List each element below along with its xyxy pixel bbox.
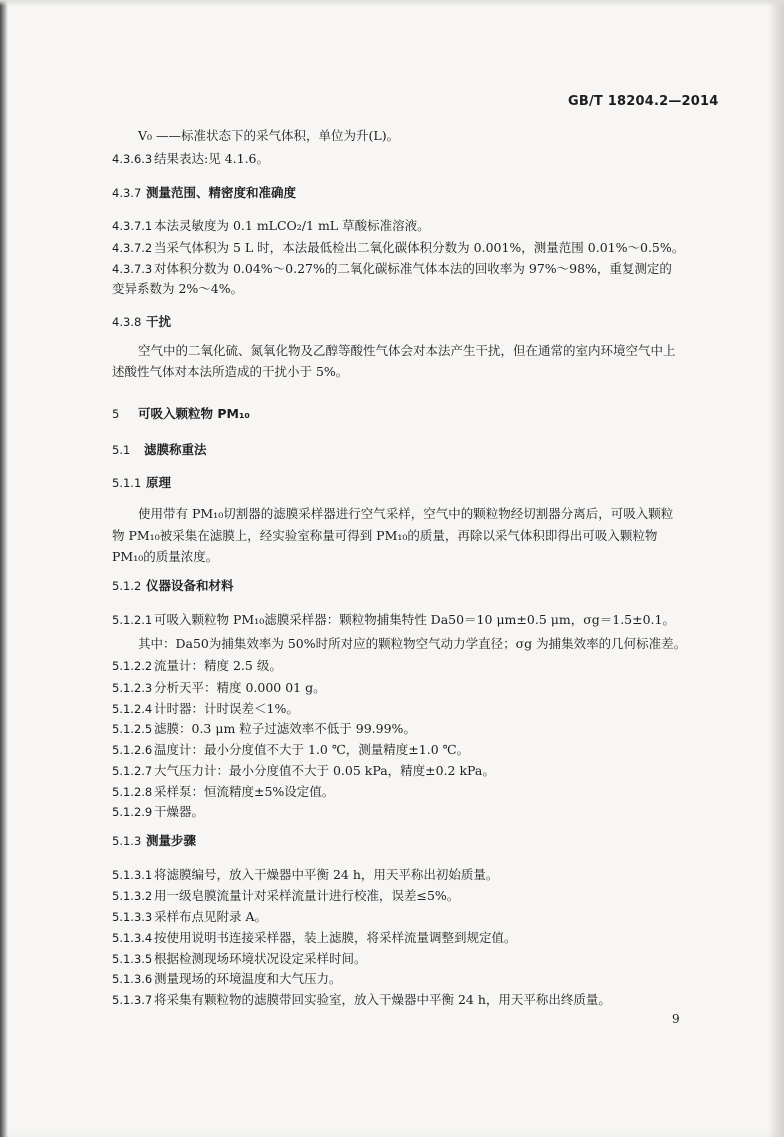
clause-5-1-2-4 <box>112 700 299 718</box>
clause-5-1-2-6 <box>112 741 469 759</box>
clause-4-3-7-3-continued: 变异系数为 2%～4%。 <box>112 281 244 296</box>
clause-number: 5.1.2.3 <box>112 681 153 695</box>
clause-text: 将滤膜编号，放入干燥器中平衡 24 h，用天平称出初始质量。 <box>154 867 499 882</box>
scan-shadow-top <box>0 0 784 6</box>
clause-number: 5.1.3.6 <box>112 972 153 986</box>
clause-5-1-2-2 <box>112 657 282 675</box>
clause-number: 5.1.3.4 <box>112 931 153 945</box>
clause-5-1-2-3 <box>112 679 326 697</box>
clause-text: 采样布点见附录 A。 <box>154 909 268 924</box>
clause-number: 5.1.3.1 <box>112 868 153 882</box>
section-title: 干扰 <box>146 314 172 329</box>
section-number: 5.1.2 <box>112 579 142 593</box>
chapter-heading-5 <box>112 405 250 423</box>
clause-5-1-3-6 <box>112 970 342 988</box>
clause-number: 5.1.2.1 <box>112 613 153 627</box>
clause-text: 将采集有颗粒物的滤膜带回实验室，放入干燥器中平衡 24 h，用天平称出终质量。 <box>154 992 611 1007</box>
clause-text: 按使用说明书连接采样器，装上滤膜，将采样流量调整到规定值。 <box>154 930 517 945</box>
clause-text: 结果表达:见 4.1.6。 <box>154 151 269 166</box>
clause-5-1-3-2 <box>112 887 459 905</box>
clause-number: 5.1.3.2 <box>112 889 153 903</box>
clause-text: 采样泵：恒流精度±5%设定值。 <box>154 784 335 799</box>
section-number: 5.1.3 <box>112 834 142 848</box>
clause-text: 可吸入颗粒物 PM₁₀滤膜采样器：颗粒物捕集特性 Da50＝10 μm±0.5 μm，σg＝1.5±0.1。 <box>154 612 675 627</box>
section-heading-5-1 <box>112 441 207 459</box>
clause-5-1-2-7 <box>112 762 495 780</box>
section-number: 5.1 <box>112 443 131 457</box>
section-heading-4-3-7 <box>112 184 296 202</box>
clause-5-1-3-1 <box>112 866 498 884</box>
clause-number: 4.3.7.2 <box>112 241 153 255</box>
clause-4-3-7-3 <box>112 260 672 278</box>
clause-4-3-7-1 <box>112 217 430 235</box>
section-title: 滤膜称重法 <box>144 442 207 457</box>
clause-text: 本法灵敏度为 0.1 mLCO₂/1 mL 草酸标准溶液。 <box>154 218 430 233</box>
clause-text: 测量现场的环境温度和大气压力。 <box>154 971 342 986</box>
section-title: 原理 <box>146 475 172 490</box>
principle-paragraph-line-3: PM₁₀的质量浓度。 <box>112 549 219 564</box>
clause-text: 对体积分数为 0.04%～0.27%的二氧化碳标准气体本法的回收率为 97%～98%，重复测定的 <box>154 261 672 276</box>
clause-5-1-2-1 <box>112 611 675 629</box>
section-number: 5.1.1 <box>112 476 142 490</box>
clause-text: 根据检测现场环境状况设定采样时间。 <box>154 951 367 966</box>
clause-4-3-6-3 <box>112 150 269 168</box>
clause-number: 5.1.2.5 <box>112 722 153 736</box>
clause-number: 5.1.2.9 <box>112 805 153 819</box>
clause-number: 5.1.2.4 <box>112 702 153 716</box>
principle-paragraph-line-1: 使用带有 PM₁₀切割器的滤膜采样器进行空气采样，空气中的颗粒物经切割器分离后，可吸入颗粒 <box>138 506 674 521</box>
interference-paragraph-line-2: 述酸性气体对本法所造成的干扰小于 5%。 <box>112 364 349 379</box>
standard-code-header: GB/T 18204.2—2014 <box>568 94 719 109</box>
scan-shadow-left <box>0 0 8 1137</box>
clause-number: 4.3.7.3 <box>112 262 153 276</box>
clause-5-1-3-4 <box>112 929 517 947</box>
chapter-title: 可吸入颗粒物 PM₁₀ <box>138 406 250 421</box>
variable-definition: V₀ ——标准状态下的采气体积，单位为升(L)。 <box>138 128 400 143</box>
clause-text: 滤膜：0.3 μm 粒子过滤效率不低于 99.99%。 <box>154 721 416 736</box>
clause-number: 4.3.7.1 <box>112 219 153 233</box>
clause-5-1-3-3 <box>112 908 267 926</box>
clause-5-1-2-8 <box>112 783 334 801</box>
clause-number: 5.1.2.8 <box>112 785 153 799</box>
clause-number: 5.1.2.6 <box>112 743 153 757</box>
clause-5-1-3-5 <box>112 950 367 968</box>
section-heading-5-1-2 <box>112 577 234 595</box>
clause-text: 分析天平：精度 0.000 01 g。 <box>154 680 326 695</box>
clause-text: 干燥器。 <box>154 804 205 819</box>
clause-text: 温度计：最小分度值不大于 1.0 ℃，测量精度±1.0 ℃。 <box>154 742 470 757</box>
scan-shadow-right <box>768 0 784 1137</box>
section-heading-4-3-8 <box>112 313 171 331</box>
section-number: 4.3.7 <box>112 186 142 200</box>
clause-number: 5.1.3.7 <box>112 993 153 1007</box>
chapter-number: 5 <box>112 407 120 421</box>
clause-5-1-3-7 <box>112 991 611 1009</box>
section-title: 仪器设备和材料 <box>146 578 234 593</box>
clause-number: 5.1.3.5 <box>112 952 153 966</box>
clause-text: 流量计：精度 2.5 级。 <box>154 658 282 673</box>
section-title: 测量范围、精密度和准确度 <box>146 185 297 200</box>
clause-5-1-2-1-note: 其中：Da50为捕集效率为 50%时所对应的颗粒物空气动力学直径；σg 为捕集效率的几何标准差。 <box>138 636 687 651</box>
clause-text: 当采气体积为 5 L 时，本法最低检出二氧化碳体积分数为 0.001%，测量范围 0.01%～0.5%。 <box>154 240 685 255</box>
section-number: 4.3.8 <box>112 315 142 329</box>
section-title: 测量步骤 <box>146 833 197 848</box>
clause-text: 计时器：计时误差＜1%。 <box>154 701 299 716</box>
clause-number: 5.1.2.2 <box>112 659 153 673</box>
clause-5-1-2-5 <box>112 720 416 738</box>
clause-number: 5.1.2.7 <box>112 764 153 778</box>
clause-text: 用一级皂膜流量计对采样流量计进行校准，误差≤5%。 <box>154 888 460 903</box>
clause-5-1-2-9 <box>112 803 204 821</box>
page-number: 9 <box>672 1012 680 1026</box>
section-heading-5-1-1 <box>112 474 171 492</box>
clause-number: 5.1.3.3 <box>112 910 153 924</box>
clause-4-3-7-2 <box>112 239 684 257</box>
principle-paragraph-line-2: 物 PM₁₀被采集在滤膜上，经实验室称量可得到 PM₁₀的质量，再除以采气体积即得出可吸入颗粒物 <box>112 528 658 543</box>
interference-paragraph-line-1: 空气中的二氧化硫、氮氧化物及乙醇等酸性气体会对本法产生干扰，但在通常的室内环境空气中上 <box>138 343 676 358</box>
section-heading-5-1-3 <box>112 832 196 850</box>
clause-text: 大气压力计：最小分度值不大于 0.05 kPa，精度±0.2 kPa。 <box>154 763 495 778</box>
clause-number: 4.3.6.3 <box>112 152 153 166</box>
